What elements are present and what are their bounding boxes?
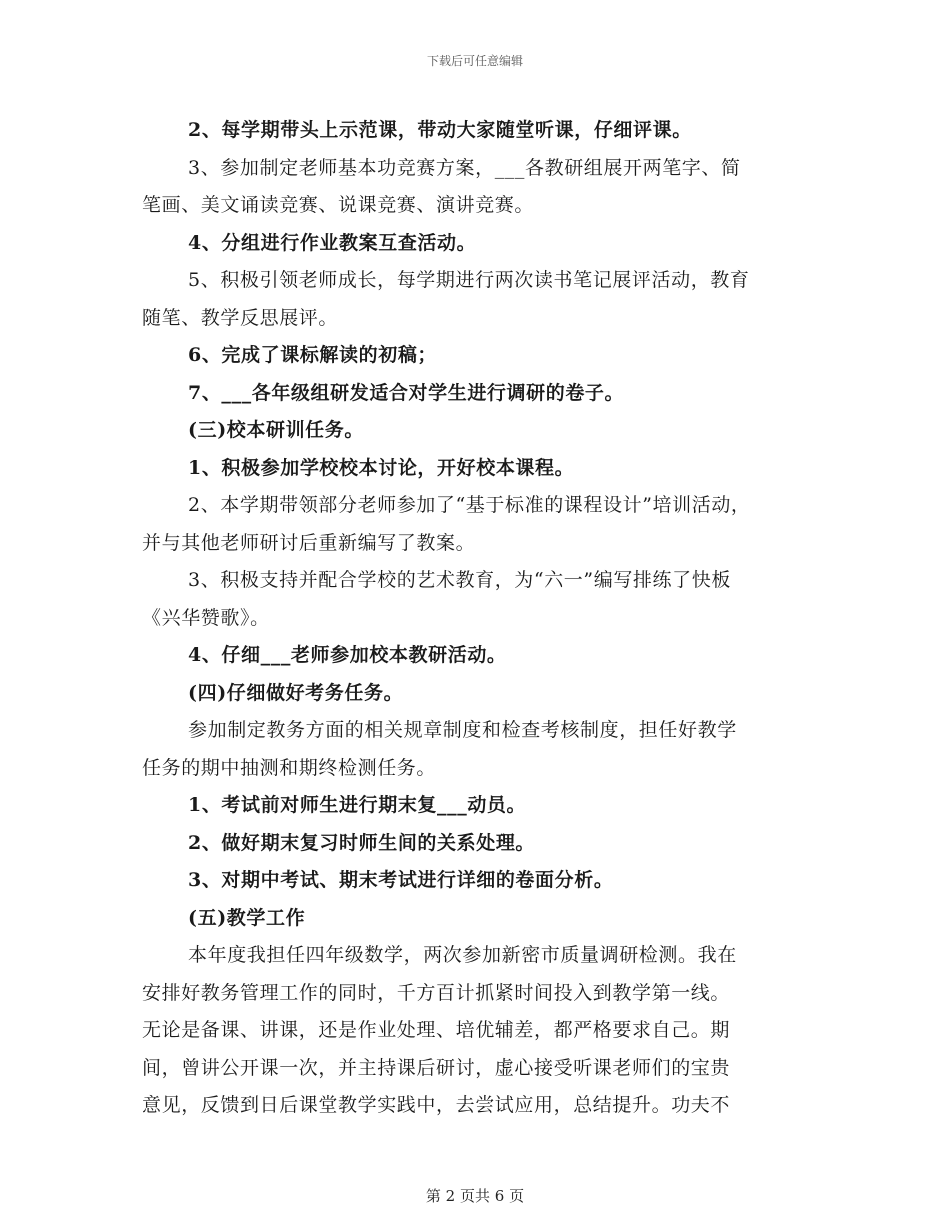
document-body [142, 112, 810, 1125]
paragraph-line: 2、做好期末复习时师生间的关系处理。 [188, 831, 536, 854]
paragraph-line: 3、参加制定老师基本功竞赛方案，___各教研组展开两笔字、简 [188, 156, 741, 179]
paragraph-line: 6、完成了课标解读的初稿； [188, 344, 438, 366]
paragraph-line: 4、仔细___老师参加校本教研活动。 [188, 644, 507, 666]
paragraph-line: 并与其他老师研讨后重新编写了教案。 [142, 531, 476, 554]
paragraph-line: 参加制定教务方面的相关规章制度和检查考核制度，担任好教学 [188, 719, 737, 741]
paragraph-line: 随笔、教学反思展评。 [142, 306, 339, 329]
paragraph-line: 任务的期中抽测和期终检测任务。 [142, 756, 437, 779]
paragraph-line: 1、积极参加学校校本讨论，开好校本课程。 [188, 456, 575, 479]
paragraph-line: 笔画、美文诵读竞赛、说课竞赛、演讲竞赛。 [142, 194, 535, 216]
paragraph-line: 2、本学期带领部分老师参加了“基于标准的课程设计”培训活动， [188, 494, 751, 516]
paragraph-line: 5、积极引领老师成长，每学期进行两次读书笔记展评活动，教育 [188, 269, 750, 291]
section-heading: (三)校本研训任务。 [188, 419, 364, 441]
paragraph-line: 意见，反馈到日后课堂教学实践中，去尝试应用，总结提升。功夫不 [142, 1094, 731, 1116]
paragraph-line: 间，曾讲公开课一次，并主持课后研讨，虚心接受听课老师们的宝贵 [142, 1056, 731, 1079]
paragraph-line: 2、每学期带头上示范课，带动大家随堂听课，仔细评课。 [188, 119, 692, 141]
paragraph-line: 1、考试前对师生进行期末复___动员。 [188, 794, 527, 816]
paragraph-line: 7、___各年级组研发适合对学生进行调研的卷子。 [188, 381, 625, 404]
paragraph-line: 《兴华赞歌》。 [142, 606, 270, 629]
paragraph-line: 无论是备课、讲课，还是作业处理、培优辅差，都严格要求自己。期 [142, 1019, 731, 1041]
section-heading: (五)教学工作 [188, 906, 306, 929]
paragraph-line: 安排好教务管理工作的同时，千方百计抓紧时间投入到教学第一线。 [142, 981, 731, 1004]
paragraph-line: 本年度我担任四年级数学，两次参加新密市质量调研检测。我在 [188, 944, 737, 966]
paragraph-line: 3、积极支持并配合学校的艺术教育，为“六一”编写排练了快板 [188, 569, 731, 591]
page-header: 下载后可任意编辑 [426, 54, 523, 68]
paragraph-line: 4、分组进行作业教案互查活动。 [188, 231, 477, 254]
page-footer: 第 2 页共 6 页 [425, 1187, 525, 1205]
paragraph-line: 3、对期中考试、期末考试进行详细的卷面分析。 [188, 869, 614, 891]
section-heading: (四)仔细做好考务任务。 [188, 681, 404, 704]
